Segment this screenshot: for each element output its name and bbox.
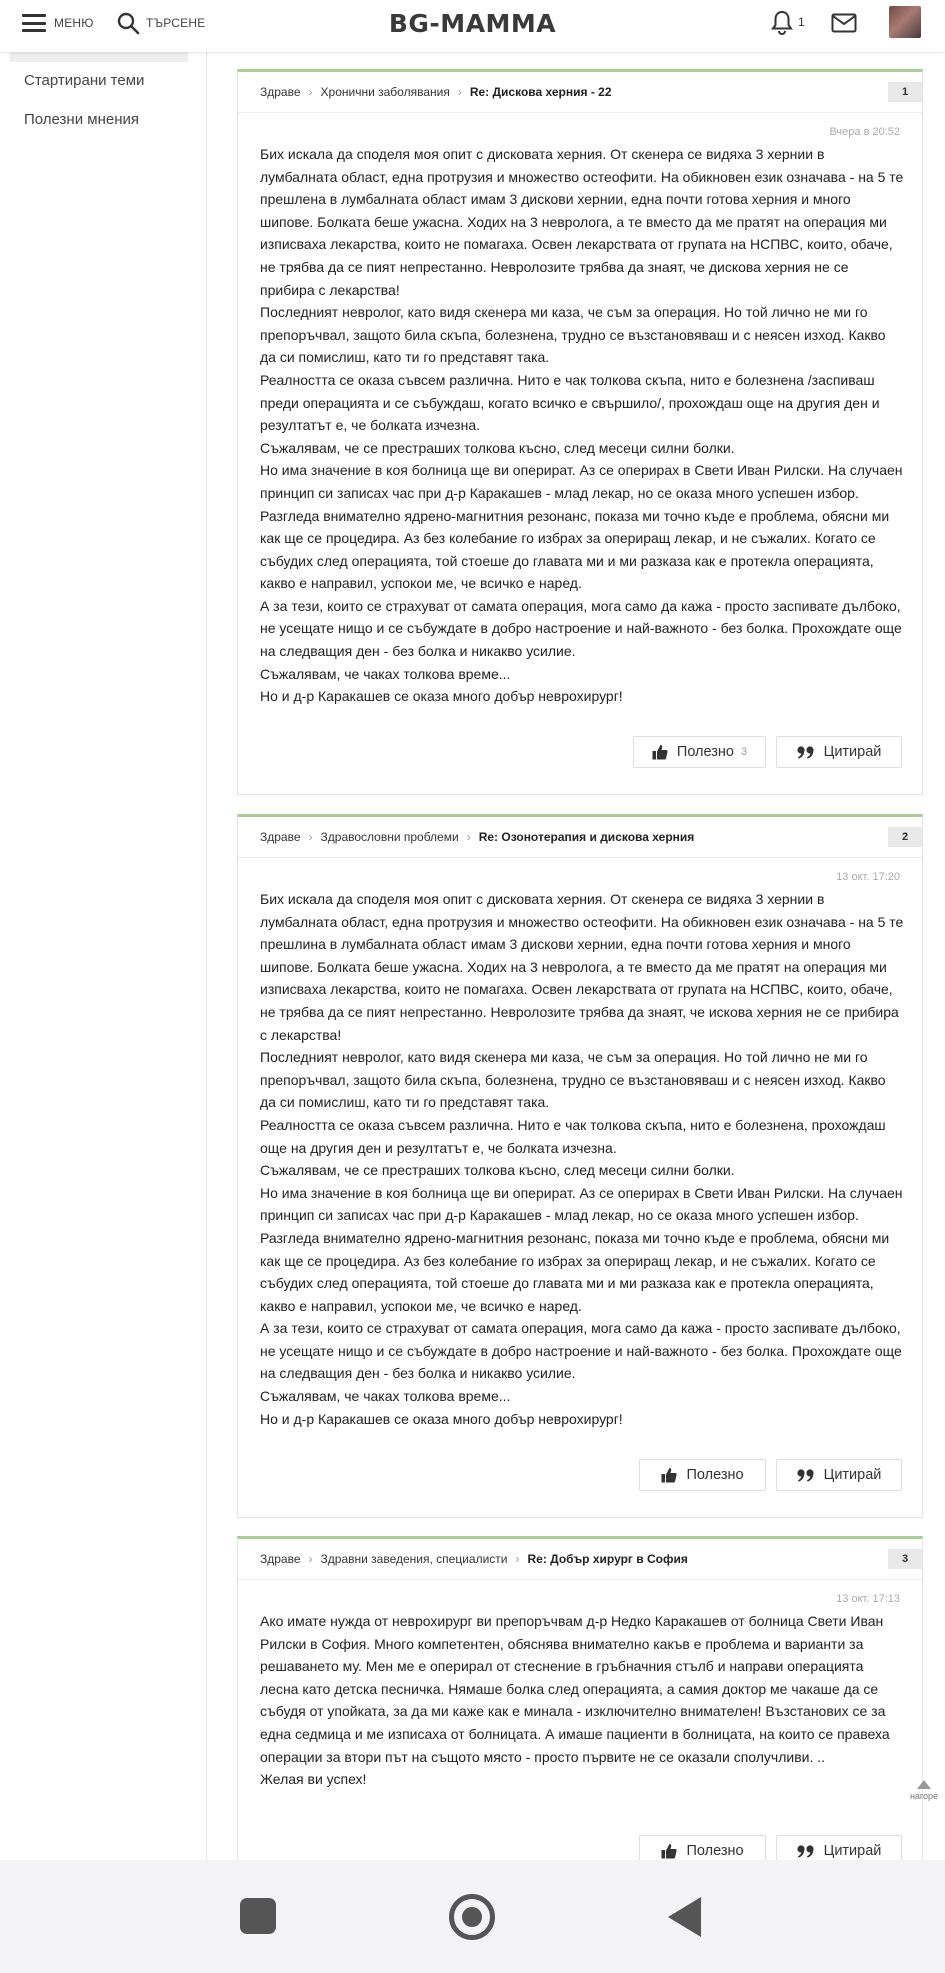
post-paragraph: Последният невролог, като видя скенера ми каза, че съм за операция. Но той лично не ми го препоръчвал, защото била скъпа, болезнена, трудно се възстановяваш и с неясен изход. Какво да си помислиш, като ти го представят така. [260, 304, 886, 366]
back-icon[interactable] [668, 1897, 701, 1937]
post-number[interactable]: 3 [888, 1549, 922, 1569]
system-navigation-bar [0, 1860, 945, 1973]
quote-label: Цитирай [823, 1843, 882, 1859]
post-paragraph: Бих искала да споделя моя опит с дисковата херния. От скенера се видяха 3 хернии в лумбалната област, една протрузия и множество остеофити. На обикновен език означава - на 5 те прешлина в лумбалната област имам 3 дискови хернии, една почти готова херния и много шипове. Болката беше ужасна. Ходих на 3 невролога, а те вместо да ме пратят на операция ми изписваха лекарства, които не помагаха. Освен лекарствата от групата на НСПВС, които, обаче, не трябва да се пият непрестанно. Невролозите трябва да знаят, че искова херния не се прибира с лекарства! [260, 891, 904, 1043]
scroll-to-top-button[interactable] [906, 1780, 942, 1801]
post-paragraph: Съжалявам, че чаках толкова време... [260, 665, 511, 682]
post-body [260, 1610, 905, 1791]
breadcrumb-item[interactable]: Здраве [260, 85, 301, 99]
search-label: ТЪРСЕНЕ [146, 16, 206, 30]
post-card [237, 69, 923, 795]
scroll-to-top-label: нагоре [909, 1791, 939, 1801]
post-paragraph: Реалността се оказа съвсем различна. Нито е чак толкова скъпа, нито е болезнена, прохождаш още на другия ден и резултатът е, че болката изчезна. [260, 1116, 886, 1156]
post-card [237, 814, 923, 1518]
post-paragraph: Ако имате нужда от неврохирург ви препоръчвам д-р Недко Каракашев от болница Свети Иван Рилски в София. Много компетентен, обяснява внимателно какъв е проблема и варианти за решаването му. Мен ме е оперирал от стеснение в гръбначния стълб и направи операцията лесна като детска песничка. Нямаше болка след операцията, а самия доктор ме чакаше да се събудя от упойката, за да ми каже как е минала - изключително внимателен! Възстанових се за една седмица и ме изписаха от болницата. А имаше пациенти в болницата, на които се правеха операции за втори път на същото място - просто първите не се оказали сполучливи. .. [260, 1613, 890, 1765]
useful-button[interactable] [633, 736, 766, 768]
divider [238, 1579, 922, 1580]
quote-button[interactable] [776, 1459, 902, 1491]
thumbs-up-icon [661, 1843, 677, 1859]
quote-icon [797, 1845, 815, 1858]
sidebar [0, 52, 207, 1860]
chevron-right-icon: › [308, 830, 313, 844]
home-icon[interactable] [449, 1894, 495, 1940]
breadcrumb-item[interactable]: Здраве [260, 830, 301, 844]
post-paragraph: Съжалявам, че чаках толкова време... [260, 1388, 511, 1405]
post-date: Вчера в 20:52 [829, 126, 900, 138]
useful-button[interactable] [639, 1459, 766, 1491]
chevron-right-icon: › [515, 1552, 520, 1566]
topic-link[interactable]: Re: Добър хирург в София [527, 1552, 688, 1566]
divider [238, 112, 922, 113]
quote-icon [797, 746, 815, 759]
menu-button[interactable] [22, 0, 94, 46]
thumbs-up-icon [652, 744, 668, 760]
top-header [0, 0, 945, 52]
breadcrumb-item[interactable]: Здравни заведения, специалисти [320, 1552, 508, 1566]
post-number[interactable]: 1 [888, 82, 922, 102]
useful-label: Полезно [686, 1843, 744, 1859]
post-number[interactable]: 2 [888, 827, 922, 847]
breadcrumb [260, 82, 862, 102]
messages-button[interactable] [831, 0, 857, 46]
quote-icon [797, 1469, 815, 1482]
chevron-right-icon: › [308, 1552, 313, 1566]
mail-icon [831, 13, 857, 33]
post-paragraph: Реалността се оказа съвсем различна. Нито е чак толкова скъпа, нито е болезнена /заспиваш преди операцията и се събуждаш, когато всичко е свършило/, прохождаш още на другия ден и резултатът е, че болката изчезна. [260, 371, 880, 434]
useful-count: 3 [740, 746, 748, 758]
useful-label: Полезно [686, 1467, 744, 1483]
post-paragraph: Желая ви успех! [260, 1771, 367, 1788]
hamburger-icon [22, 14, 46, 32]
chevron-right-icon: › [457, 85, 462, 99]
post-paragraph: Съжалявам, че се престраших толкова късно, след месеци силни болки. [260, 439, 735, 456]
post-paragraph: Бих искала да споделя моя опит с дисковата херния. От скенера се видяха 3 хернии в лумбалната област, една протрузия и множество остеофити. На обикновен език означава - на 5 те прешлена в лумбалната област имам 3 дискови хернии, една почти готова херния и много шипове. Болката беше ужасна. Ходих на 3 невролога, а те вместо да ме пратят на операция ми изписваха лекарства, които не помагаха. Освен лекарствата от групата на НСПВС, които, обаче, не трябва да се пият непрестанно. Невролозите трябва да знаят, че дискова херния не се прибира с лекарства! [260, 146, 904, 298]
user-avatar[interactable] [889, 6, 921, 38]
sidebar-divider [10, 52, 188, 62]
recent-apps-icon[interactable] [240, 1898, 276, 1934]
post-date: 13 окт. 17:20 [836, 871, 900, 883]
bell-icon [770, 10, 794, 36]
chevron-right-icon: › [466, 830, 471, 844]
menu-label: МЕНЮ [54, 16, 94, 30]
breadcrumb [260, 1549, 862, 1569]
quote-button[interactable] [776, 736, 902, 768]
post-paragraph: Но и д-р Каракашев се оказа много добър неврохирург! [260, 688, 623, 705]
breadcrumb-item[interactable]: Здравословни проблеми [320, 830, 459, 844]
quote-label: Цитирай [823, 1467, 882, 1483]
post-paragraph: Съжалявам, че се престраших толкова късно, след месеци силни болки. [260, 1162, 735, 1179]
divider [238, 857, 922, 858]
post-paragraph: А за тези, които се страхуват от самата операция, мога само да кажа - просто заспивате дълбоко, не усещате нищо и се събуждате в добро настроение и най-важното - без болка. Прохождате още на следващия ден - без болка и никакво усилие. [260, 1320, 902, 1382]
post-paragraph: А за тези, които се страхуват от самата операция, мога само да кажа - просто заспивате дълбоко, не усещате нищо и се събуждате в добро настроение и най-важното - без болка. Прохождате още на следващия ден - без болка и никакво усилие. [260, 597, 902, 660]
search-button[interactable] [116, 0, 205, 46]
useful-label: Полезно [676, 744, 734, 760]
quote-label: Цитирай [823, 744, 882, 760]
post-paragraph: Но има значение в коя болница ще ви оперират. Аз се оперирах в Свети Иван Рилски. На случаен принцип си записах час при д-р Каракашев - млад лекар, но се оказа много успешен избор. Разгледа внимателно ядрено-магнитния резонанс, показа ми точно къде е проблема, обясни ми как ще се процедира. Аз без колебание го избрах за опериращ лекар, и не съжалих. Когато се събудих след операцията, той стоеше до главата ми и ми разказа как е протекла операцията, какво е направил, успокои ме, че всичко е наред. [260, 462, 903, 592]
sidebar-link-started-topics[interactable]: Стартирани теми [24, 72, 145, 89]
site-logo[interactable]: BG-MAMMA [388, 8, 557, 38]
post-date: 13 окт. 17:13 [836, 1593, 900, 1605]
notifications-count: 1 [798, 15, 805, 29]
sidebar-link-useful-opinions[interactable]: Полезни мнения [24, 111, 139, 128]
post-paragraph: Последният невролог, като видя скенера ми каза, че съм за операция. Но той лично не ми го препоръчвал, защото била скъпа, болезнена, трудно се възстановяваш и с неясен изход. Какво да си помислиш, като ти го представят така. [260, 1049, 886, 1111]
chevron-right-icon: › [308, 85, 313, 99]
thumbs-up-icon [661, 1467, 677, 1483]
breadcrumb-item[interactable]: Здраве [260, 1552, 301, 1566]
post-paragraph: Но има значение в коя болница ще ви оперират. Аз се оперирах в Свети Иван Рилски. На случаен принцип си записах час при д-р Каракашев - млад лекар, но се оказа много успешен избор. Разгледа внимателно ядрено-магнитния резонанс, показа ми точно къде е проблема, обясни ми как ще се процедира. Аз без колебание го избрах за опериращ лекар, и не съжалих. Когато се събудих след операцията, той стоеше до главата ми и ми разказа как е протекла операцията, какво е направил, успокои ме, че всичко е наред. [260, 1184, 903, 1314]
notifications-button[interactable] [770, 0, 805, 46]
post-body [260, 888, 905, 1430]
post-body [260, 143, 905, 708]
search-icon [116, 11, 140, 35]
breadcrumb-item[interactable]: Хронични заболявания [320, 85, 450, 99]
post-paragraph: Но и д-р Каракашев се оказа много добър неврохирург! [260, 1410, 623, 1427]
topic-link[interactable]: Re: Озонотерапия и дискова херния [478, 830, 695, 844]
arrow-up-icon [917, 1780, 931, 1789]
breadcrumb [260, 827, 862, 847]
topic-link[interactable]: Re: Дискова херния - 22 [469, 85, 612, 99]
